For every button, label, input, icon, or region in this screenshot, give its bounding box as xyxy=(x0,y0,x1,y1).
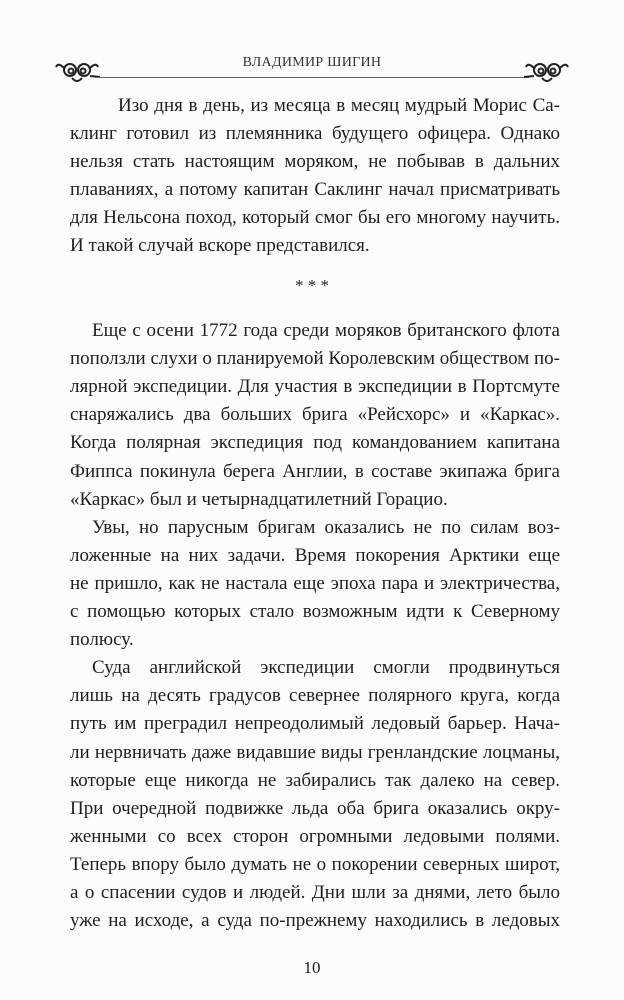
text-line: не пришло, как не настала еще эпоха пара и электричества, xyxy=(70,573,560,594)
text-line: Фиппса покинула берега Англии, в составе экипажа брига xyxy=(70,461,560,482)
running-header: ВЛАДИМИР ШИГИН xyxy=(242,55,382,70)
text-line: Суда английской экспедиции смогли продвинуться xyxy=(92,657,560,678)
text-line: нельзя стать настоящим моряком, не побывав в дальних xyxy=(70,151,560,172)
header-rule xyxy=(95,77,529,78)
text-line: путь им преградил непреодолимый ледовый барьер. Нача- xyxy=(70,713,560,734)
text-line: ли нервничать даже видавшие виды гренландские лоцманы, xyxy=(70,742,560,763)
section-separator: * * * xyxy=(295,276,329,295)
text-line: плаваниях, а потому капитан Саклинг начал присматривать xyxy=(70,179,560,200)
text-line: Когда полярная экспедиция под командованием капитана xyxy=(70,432,560,453)
text-line: которые еще никогда не забирались так далеко на север. xyxy=(70,770,560,791)
text-line: снаряжались два больших брига «Рейсхорс» и «Каркас». xyxy=(70,404,560,425)
text-line: Увы, но парусным бригам оказались не по силам воз- xyxy=(92,517,560,538)
text-line: И такой случай вскоре представился. xyxy=(70,235,370,256)
text-line: Теперь впору было думать не о покорении северных широт, xyxy=(70,854,560,875)
text-line: для Нельсона поход, который смог бы его многому научить. xyxy=(70,207,560,228)
text-line: Изо дня в день, из месяца в месяц мудрый Морис Са- xyxy=(118,95,560,116)
text-line: «Каркас» был и четырнадцатилетний Горацио. xyxy=(70,489,448,510)
text-line: уже на исходе, а суда по-прежнему находились в ледовых xyxy=(70,910,560,931)
text-line: поползли слухи о планируемой Королевским обществом по- xyxy=(70,348,560,369)
text-line: клинг готовил из племянника будущего офицера. Однако xyxy=(70,123,560,144)
text-line: а о спасении судов и людей. Дни шли за днями, лето было xyxy=(70,882,560,903)
ornament-right-icon xyxy=(524,58,570,86)
text-line: лярной экспедиции. Для участия в экспедиции в Портсмуте xyxy=(70,376,560,397)
text-line: полюсу. xyxy=(70,629,134,650)
page-number: 10 xyxy=(303,958,321,977)
text-line: женными со всех сторон огромными ледовыми полями. xyxy=(70,826,560,847)
text-line: ложенные на них задачи. Время покорения Арктики еще xyxy=(70,545,560,566)
text-line: Еще с осени 1772 года среди моряков британского флота xyxy=(92,320,560,341)
text-line: При очередной подвижке льда оба брига оказались окру- xyxy=(70,798,560,819)
text-line: лишь на десять градусов севернее полярного круга, когда xyxy=(70,685,560,706)
text-line: с помощью которых стало возможным идти к Северному xyxy=(70,601,560,622)
